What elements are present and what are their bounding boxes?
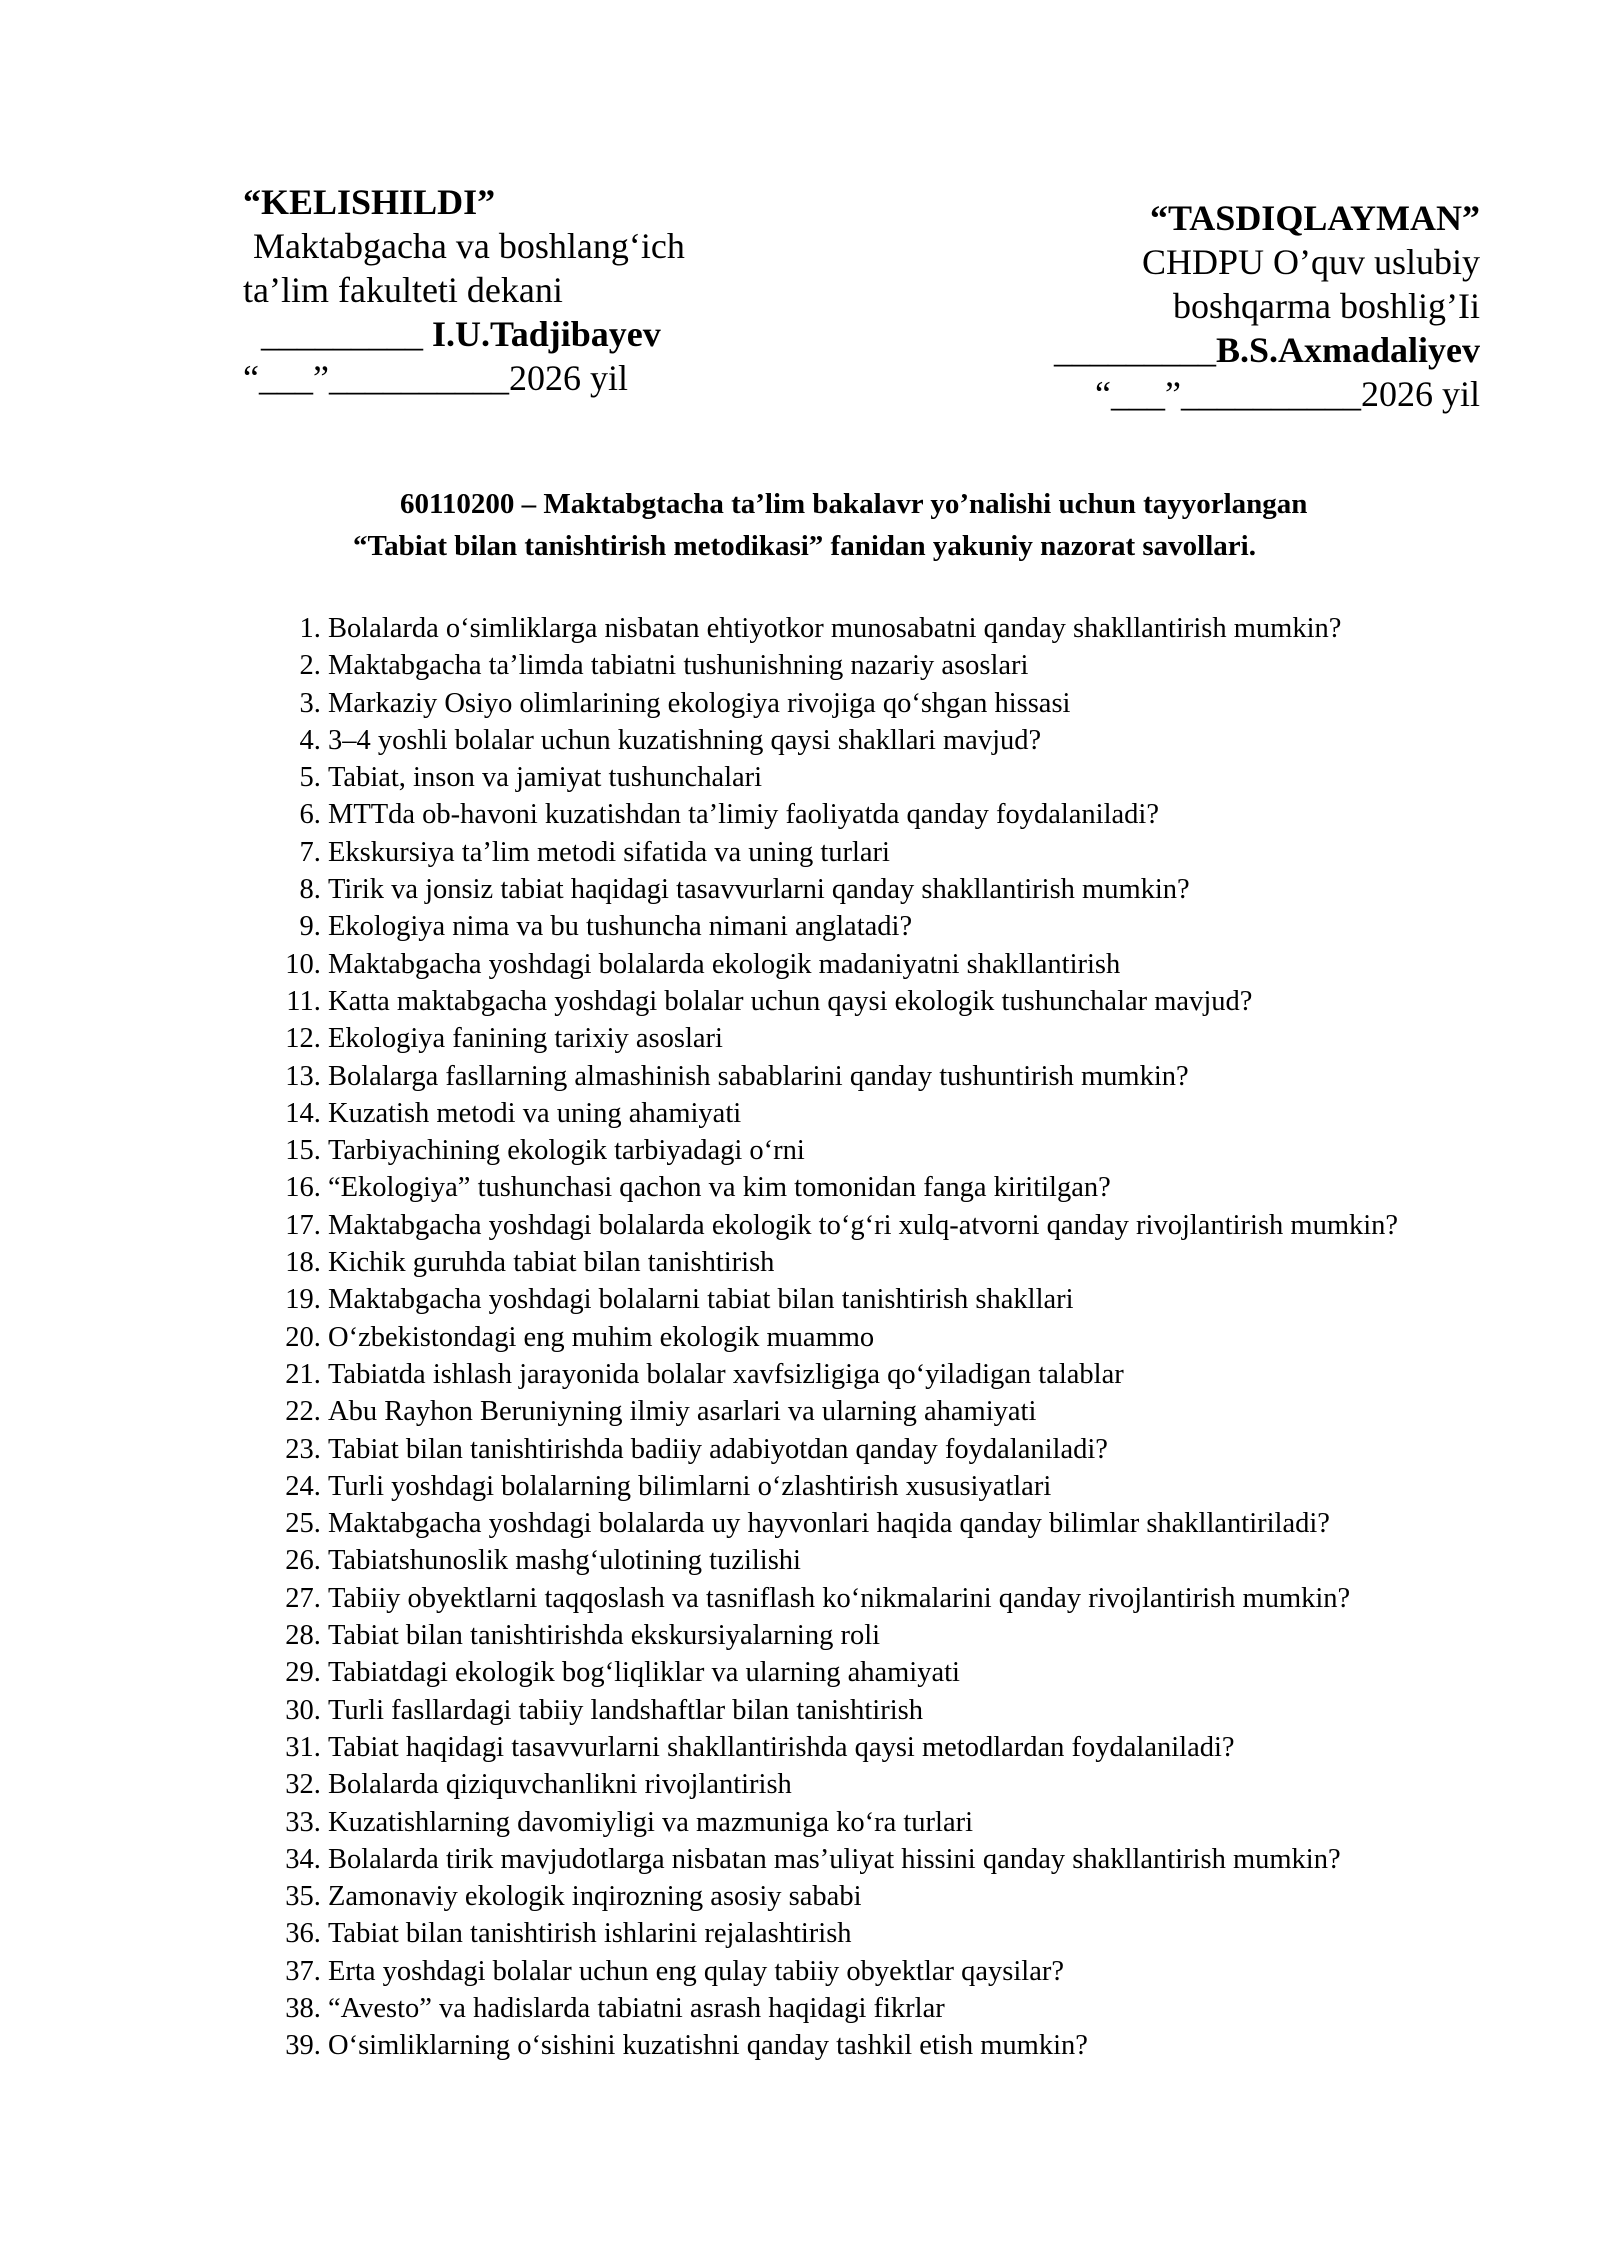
- question-item: 22. Abu Rayhon Beruniyning ilmiy asarlari va ularning ahamiyati: [328, 1393, 1588, 1430]
- question-item: 12. Ekologiya fanining tarixiy asoslari: [328, 1020, 1588, 1057]
- question-item: 25. Maktabgacha yoshdagi bolalarda uy hayvonlari haqida qanday bilimlar shakllantiriladi?: [328, 1505, 1588, 1542]
- question-item: 24. Turli yoshdagi bolalarning bilimlarni o‘zlashtirish xususiyatlari: [328, 1468, 1588, 1505]
- question-item: 30. Turli fasllardagi tabiiy landshaftlar bilan tanishtirish: [328, 1692, 1588, 1729]
- question-item: 23. Tabiat bilan tanishtirishda badiiy adabiyotdan qanday foydalaniladi?: [328, 1431, 1588, 1468]
- right-signature-line: [960, 328, 1480, 372]
- question-item: 11. Katta maktabgacha yoshdagi bolalar uchun qaysi ekologik tushunchalar mavjud?: [328, 983, 1588, 1020]
- question-item: 28. Tabiat bilan tanishtirishda ekskursiyalarning roli: [328, 1617, 1588, 1654]
- question-item: 34. Bolalarda tirik mavjudotlarga nisbatan mas’uliyat hissini qanday shakllantirish mumkin?: [328, 1841, 1588, 1878]
- approval-left-block: [243, 180, 803, 400]
- question-item: 6. MTTda ob-havoni kuzatishdan ta’limiy faoliyatda qanday foydalaniladi?: [328, 796, 1588, 833]
- question-item: 7. Ekskursiya ta’lim metodi sifatida va uning turlari: [328, 834, 1588, 871]
- title-line-2: “Tabiat bilan tanishtirish metodikasi” fanidan yakuniy nazorat savollari.: [353, 530, 1256, 562]
- question-item: 16. “Ekologiya” tushunchasi qachon va kim tomonidan fanga kiritilgan?: [328, 1169, 1588, 1206]
- question-item: 8. Tirik va jonsiz tabiat haqidagi tasavvurlarni qanday shakllantirish mumkin?: [328, 871, 1588, 908]
- left-date-blank: __________: [328, 358, 509, 398]
- question-item: 14. Kuzatish metodi va uning ahamiyati: [328, 1095, 1588, 1132]
- question-item: 20. O‘zbekistondagi eng muhim ekologik muammo: [328, 1319, 1588, 1356]
- question-item: 26. Tabiatshunoslik mashg‘ulotining tuzilishi: [328, 1542, 1588, 1579]
- left-line-2: ta’lim fakulteti dekani: [243, 270, 563, 310]
- right-line-2: boshqarma boshlig’Ii: [1173, 286, 1480, 326]
- question-item: 27. Tabiiy obyektlarni taqqoslash va tasniflash ko‘nikmalarini qanday rivojlantirish mumkin?: [328, 1580, 1588, 1617]
- question-item: 4. 3–4 yoshli bolalar uchun kuzatishning qaysi shakllari mavjud?: [328, 722, 1588, 759]
- question-item: 33. Kuzatishlarning davomiyligi va mazmuniga ko‘ra turlari: [328, 1804, 1588, 1841]
- left-date-open: “___”: [243, 358, 329, 398]
- question-item: 15. Tarbiyachining ekologik tarbiyadagi o‘rni: [328, 1132, 1588, 1169]
- question-item: 2. Maktabgacha ta’limda tabiatni tushunishning nazariy asoslari: [328, 647, 1588, 684]
- question-item: 1. Bolalarda o‘simliklarga nisbatan ehtiyotkor munosabatni qanday shakllantirish mumkin?: [328, 610, 1588, 647]
- right-date-year: 2026 yil: [1360, 374, 1480, 414]
- left-line-1: Maktabgacha va boshlang‘ich: [253, 226, 685, 266]
- left-date-year: 2026 yil: [508, 358, 628, 398]
- right-heading: “TASDIQLAYMAN”: [1149, 198, 1480, 238]
- approval-right-block: [960, 196, 1480, 416]
- question-item: 21. Tabiatda ishlash jarayonida bolalar xavfsizligiga qo‘yiladigan talablar: [328, 1356, 1588, 1393]
- question-item: 3. Markaziy Osiyo olimlarining ekologiya rivojiga qo‘shgan hissasi: [328, 685, 1588, 722]
- question-item: 35. Zamonaviy ekologik inqirozning asosiy sababi: [328, 1878, 1588, 1915]
- question-item: 5. Tabiat, inson va jamiyat tushunchalari: [328, 759, 1588, 796]
- question-item: 17. Maktabgacha yoshdagi bolalarda ekologik to‘g‘ri xulq-atvorni qanday rivojlantirish mumkin?: [328, 1207, 1588, 1244]
- question-item: 10. Maktabgacha yoshdagi bolalarda ekologik madaniyatni shakllantirish: [328, 946, 1588, 983]
- left-date-line: [243, 356, 803, 400]
- question-item: 13. Bolalarga fasllarning almashinish sabablarini qanday tushuntirish mumkin?: [328, 1058, 1588, 1095]
- question-item: 29. Tabiatdagi ekologik bog‘liqliklar va ularning ahamiyati: [328, 1654, 1588, 1691]
- left-sign-blank: _________: [261, 314, 423, 354]
- document-title: [200, 483, 1500, 567]
- question-item: 37. Erta yoshdagi bolalar uchun eng qulay tabiiy obyektlar qaysilar?: [328, 1953, 1588, 1990]
- right-sign-blank: _________: [1053, 330, 1216, 370]
- question-item: 31. Tabiat haqidagi tasavvurlarni shakllantirishda qaysi metodlardan foydalaniladi?: [328, 1729, 1588, 1766]
- question-item: 9. Ekologiya nima va bu tushuncha nimani anglatadi?: [328, 908, 1588, 945]
- question-item: 18. Kichik guruhda tabiat bilan tanishtirish: [328, 1244, 1588, 1281]
- left-signer-name: I.U.Tadjibayev: [432, 314, 661, 354]
- left-signature-line: [243, 312, 803, 356]
- question-item: 32. Bolalarda qiziquvchanlikni rivojlantirish: [328, 1766, 1588, 1803]
- question-item: 39. O‘simliklarning o‘sishini kuzatishni qanday tashkil etish mumkin?: [328, 2027, 1588, 2064]
- question-item: 38. “Avesto” va hadislarda tabiatni asrash haqidagi fikrlar: [328, 1990, 1588, 2027]
- title-line-1: 60110200 – Maktabgtacha ta’lim bakalavr yo’nalishi uchun tayyorlangan: [400, 488, 1308, 520]
- right-date-open: “___”: [1095, 374, 1181, 414]
- right-date-line: [960, 372, 1480, 416]
- questions-list: [260, 610, 1588, 2065]
- right-signer-name: B.S.Axmadaliyev: [1215, 330, 1480, 370]
- right-date-blank: __________: [1180, 374, 1361, 414]
- right-line-1: CHDPU O’quv uslubiy: [1141, 242, 1480, 282]
- left-heading: “KELISHILDI”: [243, 182, 496, 222]
- question-item: 19. Maktabgacha yoshdagi bolalarni tabiat bilan tanishtirish shakllari: [328, 1281, 1588, 1318]
- question-item: 36. Tabiat bilan tanishtirish ishlarini rejalashtirish: [328, 1915, 1588, 1952]
